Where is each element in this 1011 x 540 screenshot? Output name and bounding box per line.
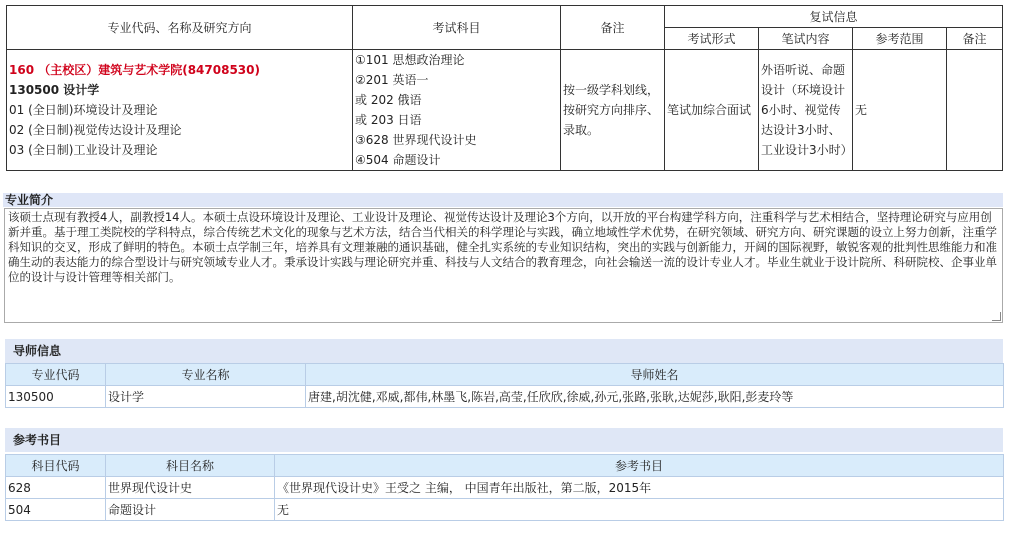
header-note: 备注: [561, 6, 665, 50]
exam-item: 或 202 俄语: [355, 93, 422, 107]
book-subject-code: 628: [6, 477, 106, 499]
header-retest-content: 笔试内容: [759, 28, 853, 50]
header-retest-form: 考试形式: [665, 28, 759, 50]
retest-content-cell: 外语听说、命题设计（环境设计6小时、视觉传达设计3小时、工业设计3小时）: [759, 50, 853, 171]
advisor-major-name: 设计学: [106, 386, 306, 408]
header-retest-note: 备注: [947, 28, 1003, 50]
retest-note-cell: [947, 50, 1003, 171]
direction-item: 02 (全日制)视觉传达设计及理论: [9, 123, 182, 137]
book-subject-name: 世界现代设计史: [106, 477, 275, 499]
intro-text: 该硕士点现有教授4人，副教授14人。本硕士点设环境设计及理论、工业设计及理论、视觉传达设计及理论3个方向，以开放的平台构建学科方向，注重科学与艺术相结合，坚持理论研究与应用创新并重。基于理工类院校的学科特点，综合传统艺术文化的现象与艺术方法，结合当代相关的科学理论与实践，确立地域性学术优势，在研究领域、研究方向、研究课题的设立上努力创新，注重学科知识的交叉，形成了鲜明的特色。本硕士点学制三年，培养具有文理兼融的通识基础，健全扎实系统的专业知识结构，突出的实践与创新能力，开阔的国际视野，敏锐客观的批判性思维能力和准确生动的表达能力的综合型设计与研究领域专业人才。秉承设计实践与理论研究并重、科技与人文结合的教育理念，向社会输送一流的设计专业人才。毕业生就业于设计院所、科研院校、企事业单位的设计与设计管理等相关部门。: [8, 210, 997, 284]
books-title: 参考书目: [5, 428, 1003, 452]
books-header-ref: 参考书目: [275, 455, 1004, 477]
advisors-title: 导师信息: [5, 339, 1003, 363]
exam-item: ④504 命题设计: [355, 153, 441, 167]
advisors-header-name: 专业名称: [106, 364, 306, 386]
college-name: 160 （主校区）建筑与艺术学院(84708530): [9, 63, 260, 77]
major-cell: [7, 50, 353, 171]
header-major: 专业代码、名称及研究方向: [7, 6, 353, 50]
advisors-header-advisors: 导师姓名: [306, 364, 1004, 386]
table-row: [6, 477, 1004, 499]
resize-grip-icon[interactable]: [992, 312, 1001, 321]
retest-scope-cell: 无: [853, 50, 947, 171]
header-retest-scope: 参考范围: [853, 28, 947, 50]
advisors-header-code: 专业代码: [6, 364, 106, 386]
exam-item: ②201 英语一: [355, 73, 429, 87]
intro-textarea[interactable]: [4, 208, 1003, 323]
major-name: 130500 设计学: [9, 83, 100, 97]
books-header-name: 科目名称: [106, 455, 275, 477]
books-header-code: 科目代码: [6, 455, 106, 477]
table-row: [6, 386, 1004, 408]
header-exam: 考试科目: [353, 6, 561, 50]
advisors-table: [5, 363, 1004, 408]
books-table: [5, 454, 1004, 521]
exam-item: ①101 思想政治理论: [355, 53, 465, 67]
admission-table: [6, 5, 1003, 171]
direction-item: 03 (全日制)工业设计及理论: [9, 143, 158, 157]
book-subject-code: 504: [6, 499, 106, 521]
note-cell: 按一级学科划线，按研究方向排序、录取。: [561, 50, 665, 171]
advisor-names: 唐建,胡沈健,邓威,都伟,林墨飞,陈岩,高莹,任欣欣,徐威,孙元,张路,张耿,达妮莎,耿阳,彭麦玲等: [306, 386, 1004, 408]
exam-item: 或 203 日语: [355, 113, 422, 127]
exam-item: ③628 世界现代设计史: [355, 133, 477, 147]
book-reference: 无: [275, 499, 1004, 521]
exam-cell: [353, 50, 561, 171]
book-reference: 《世界现代设计史》王受之 主编， 中国青年出版社，第二版，2015年: [275, 477, 1004, 499]
table-row: [6, 499, 1004, 521]
retest-form-cell: 笔试加综合面试: [665, 50, 759, 171]
book-subject-name: 命题设计: [106, 499, 275, 521]
intro-title: 专业简介: [3, 193, 1003, 207]
advisor-major-code: 130500: [6, 386, 106, 408]
direction-item: 01 (全日制)环境设计及理论: [9, 103, 158, 117]
header-retest: 复试信息: [665, 6, 1003, 28]
